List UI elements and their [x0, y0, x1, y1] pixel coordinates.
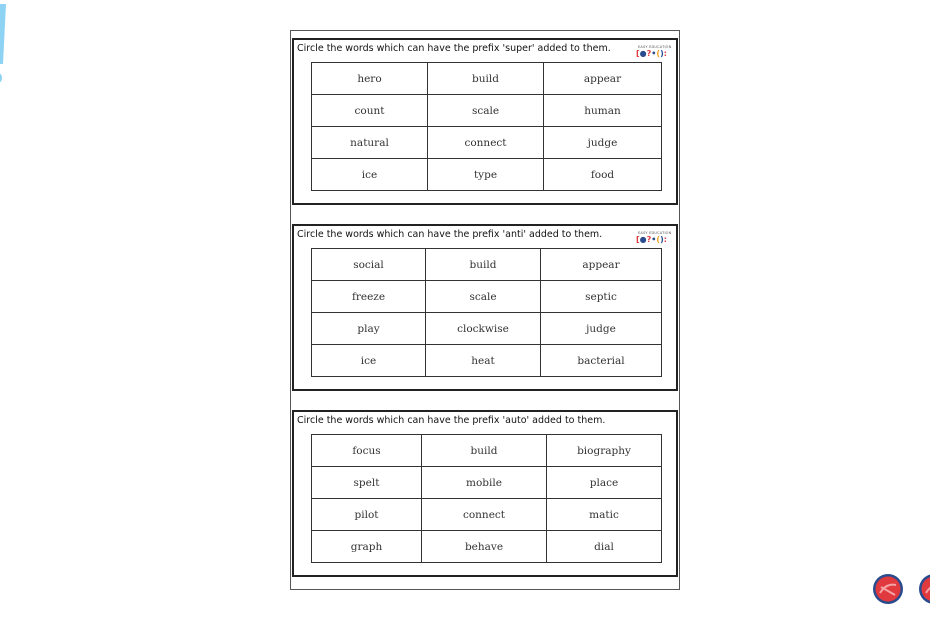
- word-cell[interactable]: ice: [312, 345, 426, 377]
- worksheet-section-super: [292, 38, 678, 205]
- word-table: [311, 62, 662, 191]
- word-cell[interactable]: connect: [422, 499, 547, 531]
- table-row: [312, 499, 662, 531]
- word-cell[interactable]: build: [426, 249, 541, 281]
- logo-mark-icon: [●?•():: [636, 235, 667, 244]
- word-cell[interactable]: appear: [541, 249, 662, 281]
- word-cell[interactable]: biography: [547, 435, 662, 467]
- word-cell[interactable]: natural: [312, 127, 428, 159]
- worksheet-section-auto: [292, 410, 678, 577]
- word-cell[interactable]: mobile: [422, 467, 547, 499]
- word-cell[interactable]: food: [544, 159, 662, 191]
- word-cell[interactable]: social: [312, 249, 426, 281]
- word-cell[interactable]: count: [312, 95, 428, 127]
- section-title: Circle the words which can have the prefix 'super' added to them.: [297, 43, 611, 54]
- word-cell[interactable]: spelt: [312, 467, 422, 499]
- exclamation-icon: [0, 4, 6, 86]
- logo: EASY EDUCATION [●?•():: [636, 231, 672, 244]
- sticker-icon[interactable]: [918, 573, 930, 605]
- word-cell[interactable]: judge: [544, 127, 662, 159]
- word-cell[interactable]: judge: [541, 313, 662, 345]
- word-cell[interactable]: septic: [541, 281, 662, 313]
- table-row: [312, 127, 662, 159]
- word-cell[interactable]: connect: [428, 127, 544, 159]
- table-row: [312, 95, 662, 127]
- section-title: Circle the words which can have the prefix 'auto' added to them.: [297, 415, 606, 426]
- word-cell[interactable]: pilot: [312, 499, 422, 531]
- word-cell[interactable]: type: [428, 159, 544, 191]
- sticker-icon[interactable]: [872, 573, 904, 605]
- table-row: [312, 281, 662, 313]
- word-cell[interactable]: scale: [428, 95, 544, 127]
- word-cell[interactable]: freeze: [312, 281, 426, 313]
- word-cell[interactable]: behave: [422, 531, 547, 563]
- word-cell[interactable]: dial: [547, 531, 662, 563]
- word-cell[interactable]: appear: [544, 63, 662, 95]
- word-cell[interactable]: build: [422, 435, 547, 467]
- word-cell[interactable]: scale: [426, 281, 541, 313]
- word-cell[interactable]: focus: [312, 435, 422, 467]
- table-row: [312, 249, 662, 281]
- word-cell[interactable]: heat: [426, 345, 541, 377]
- worksheet-section-anti: [292, 224, 678, 391]
- table-row: [312, 63, 662, 95]
- word-cell[interactable]: bacterial: [541, 345, 662, 377]
- table-row: [312, 159, 662, 191]
- section-title: Circle the words which can have the prefix 'anti' added to them.: [297, 229, 603, 240]
- word-cell[interactable]: graph: [312, 531, 422, 563]
- logo: EASY EDUCATION [●?•():: [636, 45, 672, 58]
- word-cell[interactable]: hero: [312, 63, 428, 95]
- table-row: [312, 345, 662, 377]
- word-cell[interactable]: ice: [312, 159, 428, 191]
- word-cell[interactable]: human: [544, 95, 662, 127]
- table-row: [312, 531, 662, 563]
- word-cell[interactable]: play: [312, 313, 426, 345]
- table-row: [312, 313, 662, 345]
- word-cell[interactable]: place: [547, 467, 662, 499]
- word-cell[interactable]: clockwise: [426, 313, 541, 345]
- word-table: [311, 434, 662, 563]
- logo-mark-icon: [●?•():: [636, 49, 667, 58]
- word-cell[interactable]: matic: [547, 499, 662, 531]
- table-row: [312, 435, 662, 467]
- word-table: [311, 248, 662, 377]
- table-row: [312, 467, 662, 499]
- word-cell[interactable]: build: [428, 63, 544, 95]
- worksheet-page: [290, 30, 680, 590]
